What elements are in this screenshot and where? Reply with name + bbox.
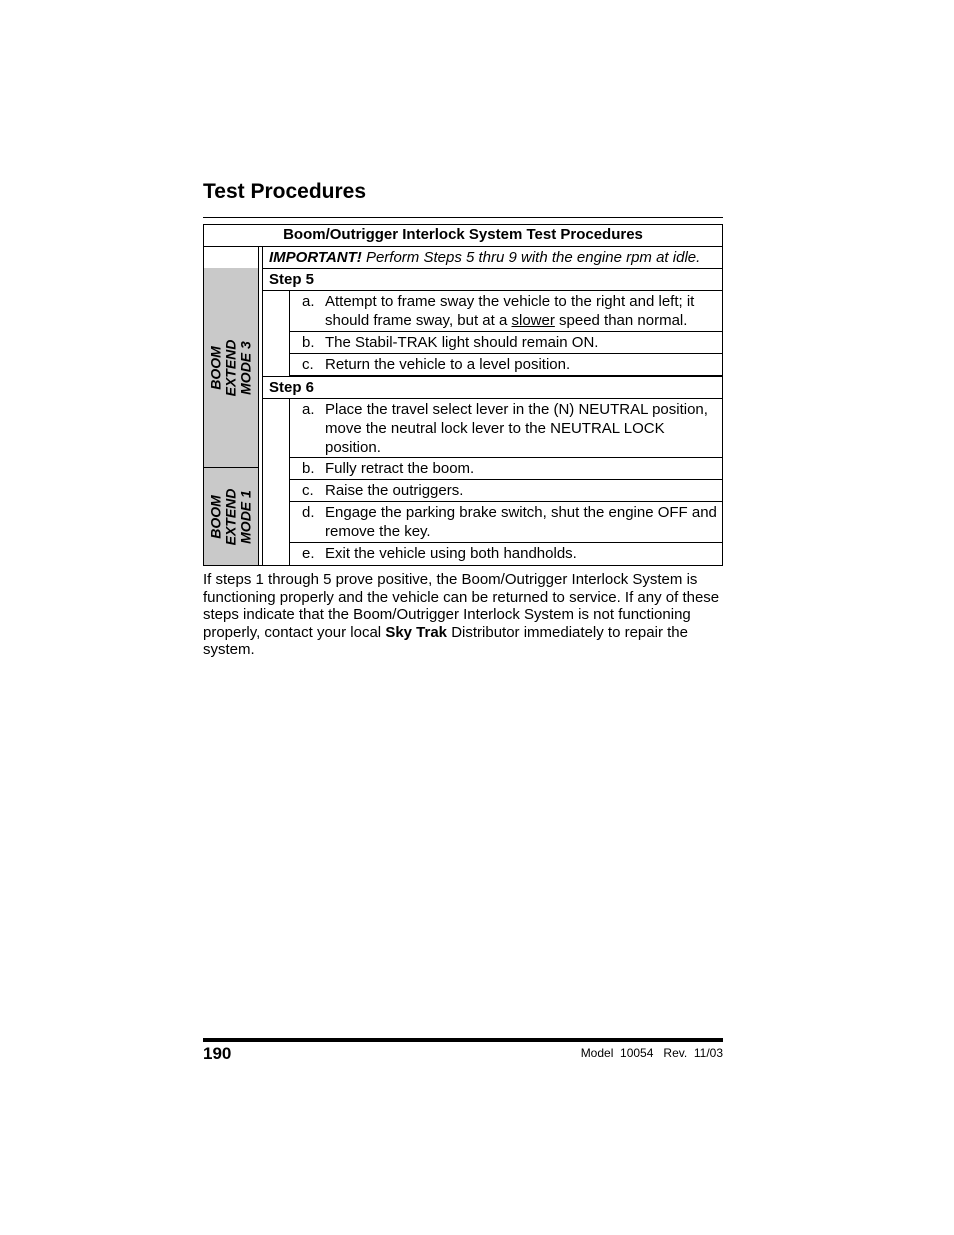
step6-item-d-label: d.: [302, 504, 315, 521]
step5-item-c-label: c.: [302, 356, 314, 373]
steps-column: [262, 247, 723, 565]
list-item: [289, 332, 723, 354]
side-spacer: [204, 247, 258, 268]
procedure-table: [203, 224, 723, 566]
page-number: 190: [203, 1044, 232, 1063]
step6-item-b-text: Fully retract the boom.: [325, 460, 475, 477]
footer-divider: [203, 1038, 723, 1042]
mode1-label: [209, 488, 254, 545]
mode3-label-line1: BOOM: [207, 345, 224, 390]
mode1-label-box: [204, 468, 258, 565]
list-item: [289, 458, 723, 480]
mode-side-column: [204, 247, 259, 565]
mode3-label-line2: EXTEND: [222, 339, 239, 396]
step5-heading: Step 5: [263, 269, 723, 291]
step6-item-d-text: Engage the parking brake switch, shut the engine OFF and remove the key.: [325, 504, 717, 540]
mode3-label-line3: MODE 3: [237, 340, 254, 395]
list-item: [289, 480, 723, 502]
table-title: Boom/Outrigger Interlock System Test Procedures: [204, 225, 722, 247]
list-item: [289, 502, 723, 543]
step6-item-c-text: Raise the outriggers.: [325, 482, 464, 499]
mode1-label-line3: MODE 1: [237, 489, 254, 544]
summary-paragraph: If steps 1 through 5 prove positive, the Boom/Outrigger Interlock System is functioning properly and the vehicle can be returned to service. If any of these steps indicate that the Boom/Outrigger Interlock System is not functioning properly, contact your local Sky Trak Distributor immediately to repair the system.: [203, 571, 720, 658]
footer-model-revision: Model 10054 Rev. 11/03: [580, 1046, 723, 1060]
step6-item-e-label: e.: [302, 545, 315, 562]
title-divider: [203, 217, 723, 218]
important-text: Perform Steps 5 thru 9 with the engine rpm at idle.: [361, 249, 701, 266]
list-item: [289, 399, 723, 458]
mode3-label: [209, 339, 254, 396]
step5-item-a-label: a.: [302, 293, 315, 310]
step6-item-a-label: a.: [302, 401, 315, 418]
step6-item-e-text: Exit the vehicle using both handholds.: [325, 545, 577, 562]
step6-item-b-label: b.: [302, 460, 315, 477]
step6-heading: Step 6: [263, 376, 723, 399]
emphasis-slower: slower: [511, 312, 555, 329]
step5-item-c-text: Return the vehicle to a level position.: [325, 356, 571, 373]
step5-item-b-text: The Stabil-TRAK light should remain ON.: [325, 334, 599, 351]
step5-item-b-label: b.: [302, 334, 315, 351]
step6-item-a-text: Place the travel select lever in the (N) NEUTRAL position, move the neutral lock lever to the NEUTRAL LOCK position.: [325, 401, 708, 456]
step6-item-c-label: c.: [302, 482, 314, 499]
list-item: [289, 354, 723, 376]
page-title: Test Procedures: [203, 180, 367, 203]
mode1-label-line1: BOOM: [207, 494, 224, 539]
mode3-label-box: [204, 268, 258, 468]
brand-name: Sky Trak: [385, 623, 448, 641]
step5-item-a-text: Attempt to frame sway the vehicle to the right and left; it should frame sway, but at a slower speed than normal.: [325, 293, 695, 329]
important-note: [263, 247, 723, 269]
list-item: [289, 543, 723, 565]
important-label: IMPORTANT!: [269, 249, 362, 266]
mode1-label-line2: EXTEND: [222, 488, 239, 545]
list-item: [289, 291, 723, 332]
